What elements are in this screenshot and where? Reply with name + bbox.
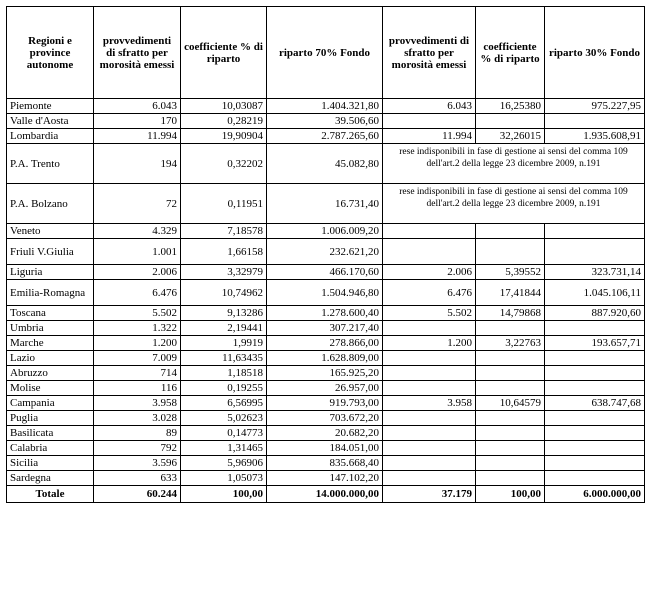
cell-prov30	[383, 411, 476, 426]
region-name: P.A. Trento	[7, 144, 94, 184]
cell-rip30: 323.731,14	[545, 265, 645, 280]
table-row	[7, 184, 645, 224]
region-name: Abruzzo	[7, 366, 94, 381]
region-name: Lazio	[7, 351, 94, 366]
cell-rip30	[545, 321, 645, 336]
region-name: Piemonte	[7, 99, 94, 114]
cell-rip30	[545, 411, 645, 426]
cell-prov70: 2.006	[94, 265, 181, 280]
cell-rip30	[545, 366, 645, 381]
cell-prov70: 5.502	[94, 306, 181, 321]
table-row	[7, 411, 645, 426]
cell-prov30	[383, 366, 476, 381]
region-name: Valle d'Aosta	[7, 114, 94, 129]
cell-prov70: 714	[94, 366, 181, 381]
cell-coef70: 9,13286	[181, 306, 267, 321]
table-row	[7, 336, 645, 351]
table-row	[7, 114, 645, 129]
cell-prov70: 1.200	[94, 336, 181, 351]
region-name: Sardegna	[7, 471, 94, 486]
cell-coef30	[476, 366, 545, 381]
cell-rip70: 703.672,20	[267, 411, 383, 426]
cell-prov70: 792	[94, 441, 181, 456]
table-row	[7, 306, 645, 321]
cell-rip70: 16.731,40	[267, 184, 383, 224]
cell-prov70: 1.001	[94, 239, 181, 265]
cell-coef70: 6,56995	[181, 396, 267, 411]
table-row	[7, 441, 645, 456]
cell-rip70: 39.506,60	[267, 114, 383, 129]
table-body	[7, 99, 645, 503]
region-name: Calabria	[7, 441, 94, 456]
table-row	[7, 351, 645, 366]
cell-rip30: 975.227,95	[545, 99, 645, 114]
header-regioni: Regioni e province autonome	[7, 7, 94, 99]
cell-prov30	[383, 426, 476, 441]
cell-prov30: 5.502	[383, 306, 476, 321]
region-name: Friuli V.Giulia	[7, 239, 94, 265]
cell-rip30	[545, 426, 645, 441]
region-name: Umbria	[7, 321, 94, 336]
cell-rip30	[545, 224, 645, 239]
cell-coef30	[476, 411, 545, 426]
cell-coef70: 1,66158	[181, 239, 267, 265]
header-riparto-30: riparto 30% Fondo	[545, 7, 645, 99]
note-cell: rese indisponibili in fase di gestione ai sensi del comma 109 dell'art.2 della legge 23 dicembre 2009, n.191	[383, 144, 645, 184]
cell-rip70: 1.006.009,20	[267, 224, 383, 239]
region-name: Toscana	[7, 306, 94, 321]
region-name: Veneto	[7, 224, 94, 239]
cell-rip70: 278.866,00	[267, 336, 383, 351]
cell-coef30: 32,26015	[476, 129, 545, 144]
total-coef70: 100,00	[181, 486, 267, 503]
cell-coef70: 7,18578	[181, 224, 267, 239]
cell-coef70: 5,96906	[181, 456, 267, 471]
cell-coef30: 16,25380	[476, 99, 545, 114]
total-rip30: 6.000.000,00	[545, 486, 645, 503]
total-label: Totale	[7, 486, 94, 503]
cell-rip70: 307.217,40	[267, 321, 383, 336]
region-name: Liguria	[7, 265, 94, 280]
cell-rip70: 835.668,40	[267, 456, 383, 471]
cell-prov30	[383, 224, 476, 239]
cell-rip70: 1.404.321,80	[267, 99, 383, 114]
cell-prov70: 633	[94, 471, 181, 486]
cell-coef30	[476, 456, 545, 471]
cell-prov30	[383, 381, 476, 396]
cell-prov70: 7.009	[94, 351, 181, 366]
cell-prov30	[383, 351, 476, 366]
cell-rip70: 1.628.809,00	[267, 351, 383, 366]
region-name: Marche	[7, 336, 94, 351]
cell-rip70: 165.925,20	[267, 366, 383, 381]
cell-coef70: 3,32979	[181, 265, 267, 280]
cell-rip70: 232.621,20	[267, 239, 383, 265]
riparto-table	[6, 6, 645, 503]
document-sheet	[6, 6, 644, 586]
table-row	[7, 144, 645, 184]
cell-coef30: 5,39552	[476, 265, 545, 280]
cell-rip70: 20.682,20	[267, 426, 383, 441]
header-coefficiente-70: coefficiente % di riparto	[181, 7, 267, 99]
cell-coef70: 2,19441	[181, 321, 267, 336]
cell-coef70: 0,19255	[181, 381, 267, 396]
cell-rip30	[545, 441, 645, 456]
cell-prov70: 11.994	[94, 129, 181, 144]
cell-rip30: 1.045.106,11	[545, 280, 645, 306]
cell-coef70: 0,11951	[181, 184, 267, 224]
table-row	[7, 99, 645, 114]
total-coef30: 100,00	[476, 486, 545, 503]
cell-prov30: 3.958	[383, 396, 476, 411]
cell-prov30: 6.476	[383, 280, 476, 306]
region-name: Molise	[7, 381, 94, 396]
cell-coef70: 1,31465	[181, 441, 267, 456]
cell-prov30: 1.200	[383, 336, 476, 351]
header-coefficiente-30: coefficiente % di riparto	[476, 7, 545, 99]
cell-coef30	[476, 426, 545, 441]
header-row	[7, 7, 645, 99]
table-row	[7, 471, 645, 486]
cell-rip30	[545, 381, 645, 396]
cell-rip30	[545, 114, 645, 129]
cell-coef70: 0,14773	[181, 426, 267, 441]
table-row	[7, 426, 645, 441]
cell-coef70: 10,74962	[181, 280, 267, 306]
cell-coef30	[476, 321, 545, 336]
region-name: Lombardia	[7, 129, 94, 144]
cell-prov30	[383, 114, 476, 129]
region-name: Sicilia	[7, 456, 94, 471]
total-row	[7, 486, 645, 503]
cell-prov70: 194	[94, 144, 181, 184]
table-row	[7, 381, 645, 396]
cell-coef30	[476, 441, 545, 456]
cell-rip30	[545, 471, 645, 486]
cell-prov30: 6.043	[383, 99, 476, 114]
cell-prov30	[383, 239, 476, 265]
table-row	[7, 456, 645, 471]
cell-rip70: 1.278.600,40	[267, 306, 383, 321]
region-name: Emilia-Romagna	[7, 280, 94, 306]
cell-prov30: 11.994	[383, 129, 476, 144]
cell-prov70: 116	[94, 381, 181, 396]
cell-rip30	[545, 239, 645, 265]
cell-prov30: 2.006	[383, 265, 476, 280]
cell-coef30	[476, 239, 545, 265]
cell-coef30: 3,22763	[476, 336, 545, 351]
cell-rip70: 184.051,00	[267, 441, 383, 456]
region-name: Puglia	[7, 411, 94, 426]
cell-rip30	[545, 351, 645, 366]
cell-rip70: 466.170,60	[267, 265, 383, 280]
cell-coef70: 19,90904	[181, 129, 267, 144]
table-row	[7, 129, 645, 144]
cell-coef70: 1,9919	[181, 336, 267, 351]
cell-coef30: 17,41844	[476, 280, 545, 306]
cell-coef70: 11,63435	[181, 351, 267, 366]
cell-coef70: 0,28219	[181, 114, 267, 129]
cell-rip30: 1.935.608,91	[545, 129, 645, 144]
table-row	[7, 366, 645, 381]
cell-prov70: 3.028	[94, 411, 181, 426]
cell-rip30	[545, 456, 645, 471]
total-rip70: 14.000.000,00	[267, 486, 383, 503]
cell-coef70: 0,32202	[181, 144, 267, 184]
cell-coef70: 10,03087	[181, 99, 267, 114]
cell-prov70: 1.322	[94, 321, 181, 336]
cell-rip70: 26.957,00	[267, 381, 383, 396]
cell-coef30: 10,64579	[476, 396, 545, 411]
cell-prov70: 3.596	[94, 456, 181, 471]
cell-prov30	[383, 321, 476, 336]
cell-prov70: 89	[94, 426, 181, 441]
cell-coef70: 1,05073	[181, 471, 267, 486]
cell-coef30	[476, 471, 545, 486]
cell-prov30	[383, 471, 476, 486]
cell-prov70: 6.476	[94, 280, 181, 306]
region-name: Basilicata	[7, 426, 94, 441]
header-provvedimenti-70: provvedimenti di sfratto per morosità emessi	[94, 7, 181, 99]
region-name: P.A. Bolzano	[7, 184, 94, 224]
table-row	[7, 265, 645, 280]
cell-coef70: 5,02623	[181, 411, 267, 426]
cell-rip30: 193.657,71	[545, 336, 645, 351]
table-row	[7, 396, 645, 411]
cell-prov70: 170	[94, 114, 181, 129]
table-row	[7, 321, 645, 336]
total-prov30: 37.179	[383, 486, 476, 503]
cell-prov30	[383, 441, 476, 456]
cell-rip70: 45.082,80	[267, 144, 383, 184]
region-name: Campania	[7, 396, 94, 411]
cell-rip70: 919.793,00	[267, 396, 383, 411]
table-row	[7, 280, 645, 306]
cell-prov70: 6.043	[94, 99, 181, 114]
total-prov70: 60.244	[94, 486, 181, 503]
cell-prov70: 72	[94, 184, 181, 224]
header-provvedimenti-30: provvedimenti di sfratto per morosità emessi	[383, 7, 476, 99]
cell-rip70: 1.504.946,80	[267, 280, 383, 306]
cell-prov30	[383, 456, 476, 471]
cell-prov70: 4.329	[94, 224, 181, 239]
cell-coef30	[476, 224, 545, 239]
cell-rip70: 147.102,20	[267, 471, 383, 486]
table-row	[7, 239, 645, 265]
cell-coef30: 14,79868	[476, 306, 545, 321]
table-row	[7, 224, 645, 239]
header-riparto-70: riparto 70% Fondo	[267, 7, 383, 99]
cell-coef30	[476, 351, 545, 366]
cell-rip30: 638.747,68	[545, 396, 645, 411]
cell-coef30	[476, 381, 545, 396]
note-cell: rese indisponibili in fase di gestione ai sensi del comma 109 dell'art.2 della legge 23 dicembre 2009, n.191	[383, 184, 645, 224]
cell-coef70: 1,18518	[181, 366, 267, 381]
cell-prov70: 3.958	[94, 396, 181, 411]
cell-rip30: 887.920,60	[545, 306, 645, 321]
cell-rip70: 2.787.265,60	[267, 129, 383, 144]
cell-coef30	[476, 114, 545, 129]
